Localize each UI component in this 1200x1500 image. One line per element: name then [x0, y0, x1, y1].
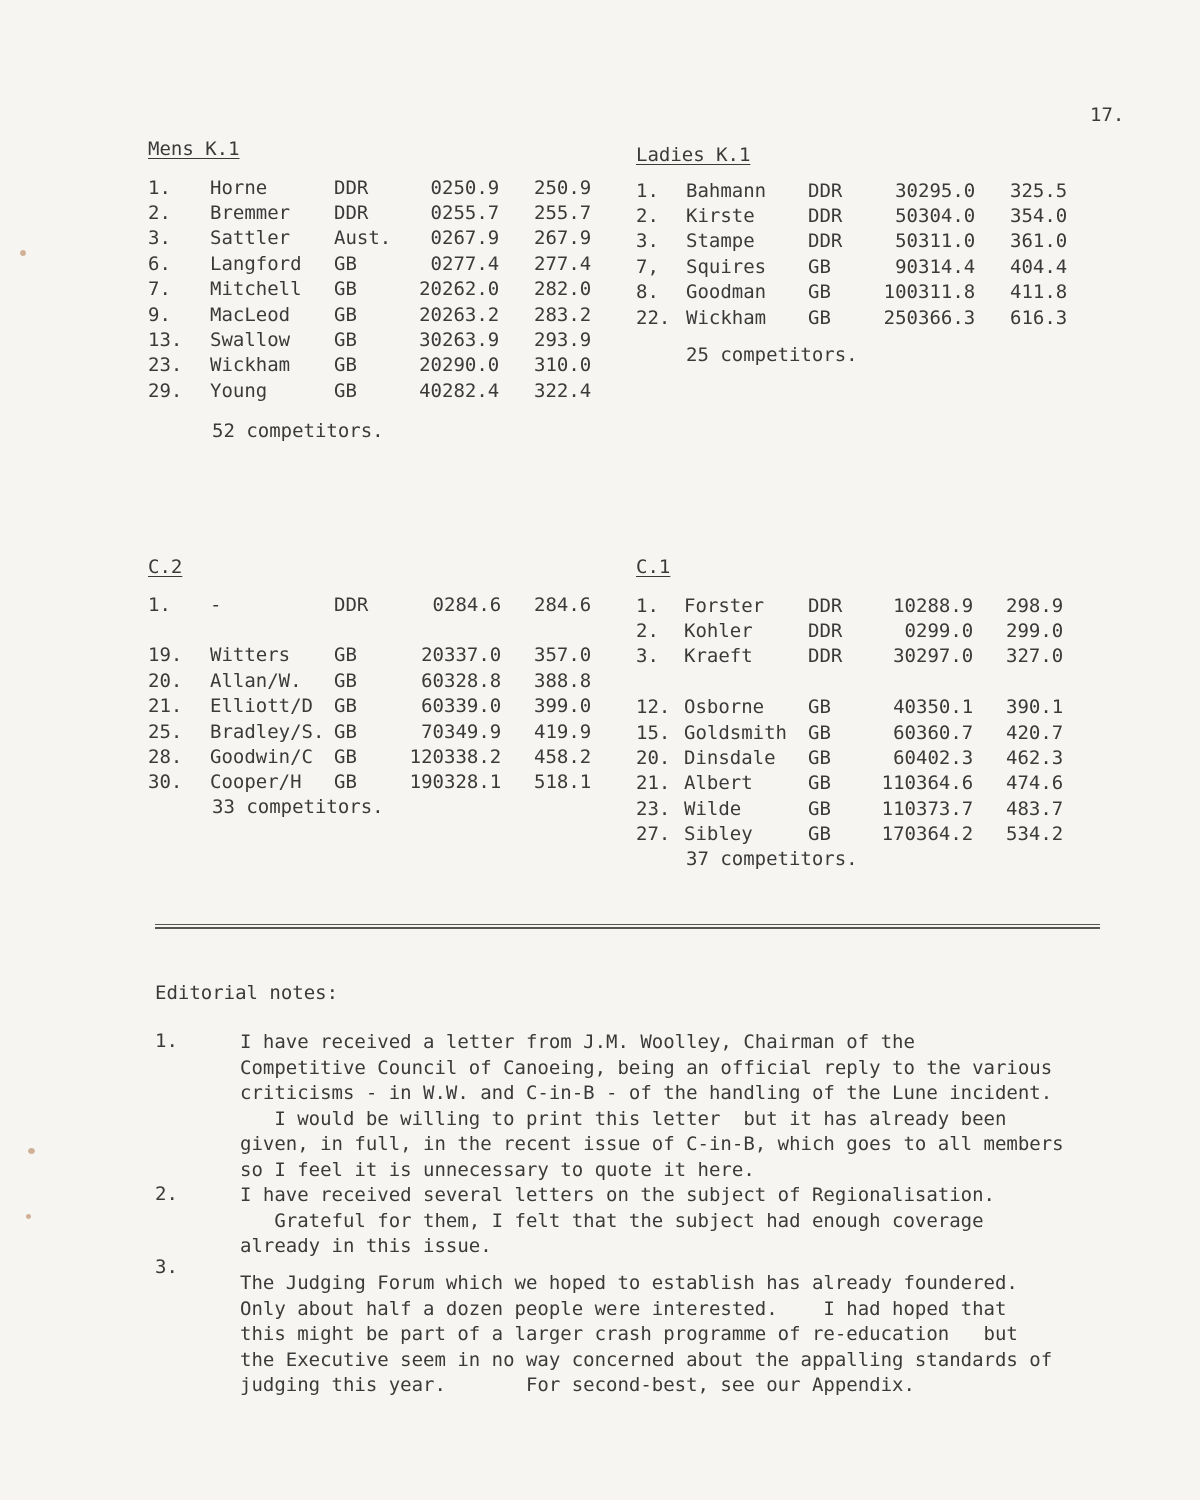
- result-place: 15.: [636, 721, 671, 744]
- result-name: Bradley/S.: [210, 720, 325, 743]
- result-penalty: 40: [893, 696, 916, 719]
- result-row: [636, 720, 1092, 745]
- result-time: 373.7: [916, 797, 974, 820]
- result-time: 299.0: [916, 620, 974, 643]
- result-time: 290.0: [442, 354, 500, 377]
- note-2-number: 2.: [155, 1183, 178, 1205]
- result-penalty: 100: [883, 281, 918, 304]
- note-2-text: I have received several letters on the subject of Regionalisation. Grateful for them, I felt that the subject had enough coverage already in this issue.: [240, 1184, 995, 1257]
- result-country: GB: [808, 772, 831, 795]
- result-total: 483.7: [1006, 797, 1064, 820]
- result-country: Aust.: [334, 227, 392, 250]
- result-name: Kraeft: [684, 645, 753, 668]
- result-total: 616.3: [1010, 306, 1068, 329]
- c1-title: C.1: [636, 556, 671, 578]
- result-place: 7.: [148, 278, 171, 301]
- result-place: 22.: [636, 306, 671, 329]
- result-penalty: 250: [883, 306, 918, 329]
- result-total: 298.9: [1006, 594, 1064, 617]
- result-country: GB: [334, 354, 357, 377]
- result-name: Swallow: [210, 329, 291, 352]
- result-time: 304.0: [918, 205, 976, 228]
- result-total: 388.8: [534, 669, 592, 692]
- result-penalty: 0: [904, 620, 916, 643]
- result-place: 2.: [636, 620, 659, 643]
- result-name: Goodman: [686, 281, 767, 304]
- result-time: 250.9: [442, 176, 500, 199]
- result-place: 8.: [636, 281, 659, 304]
- result-name: Dinsdale: [684, 747, 776, 770]
- result-row: [148, 719, 624, 744]
- result-country: GB: [334, 771, 357, 794]
- result-time: 297.0: [916, 645, 974, 668]
- result-time: 350.1: [916, 696, 974, 719]
- result-name: Goodwin/C: [210, 746, 313, 769]
- result-time: 366.3: [918, 306, 976, 329]
- mens-k1-competitors: 52 competitors.: [212, 420, 384, 442]
- result-row: [148, 744, 624, 769]
- result-total: 404.4: [1010, 255, 1068, 278]
- result-place: 13.: [148, 329, 183, 352]
- result-time: 262.0: [442, 278, 500, 301]
- result-time: 328.1: [444, 771, 502, 794]
- result-total: 277.4: [534, 252, 592, 275]
- note-3-text: The Judging Forum which we hoped to establish has already foundered. Only about half a dozen people were interested. I had hoped that this might be part of a larger crash programme of re-education but the Executive seem in no way concerned about the appalling standards of judging this year. For second-best, see our Appendix.: [240, 1272, 1053, 1396]
- result-place: 23.: [148, 354, 183, 377]
- result-penalty: 30: [895, 179, 918, 202]
- result-place: 1.: [148, 593, 171, 616]
- result-penalty: 0: [430, 227, 442, 250]
- result-time: 360.7: [916, 721, 974, 744]
- gap-cell: [636, 669, 1092, 694]
- result-country: GB: [334, 252, 357, 275]
- result-total: 357.0: [534, 644, 592, 667]
- result-penalty: 60: [421, 669, 444, 692]
- result-penalty: 0: [432, 593, 444, 616]
- result-country: GB: [334, 329, 357, 352]
- result-penalty: 10: [893, 594, 916, 617]
- result-place: 2.: [148, 202, 171, 225]
- result-name: Sibley: [684, 823, 753, 846]
- result-total: 462.3: [1006, 747, 1064, 770]
- note-1-number: 1.: [155, 1030, 178, 1052]
- result-country: GB: [808, 823, 831, 846]
- result-penalty: 90: [895, 255, 918, 278]
- result-row: [148, 592, 624, 617]
- result-row: [636, 229, 1096, 254]
- result-time: 311.8: [918, 281, 976, 304]
- result-time: 267.9: [442, 227, 500, 250]
- result-place: 20.: [148, 669, 183, 692]
- result-row: [148, 694, 624, 719]
- result-country: GB: [334, 278, 357, 301]
- result-place: 7,: [636, 255, 659, 278]
- result-time: 277.4: [442, 252, 500, 275]
- result-country: GB: [808, 696, 831, 719]
- result-place: 2.: [636, 205, 659, 228]
- result-name: Osborne: [684, 696, 765, 719]
- result-time: 263.2: [442, 303, 500, 326]
- result-total: 420.7: [1006, 721, 1064, 744]
- result-penalty: 50: [895, 230, 918, 253]
- result-country: DDR: [808, 645, 843, 668]
- result-row: [148, 378, 622, 403]
- result-total: 250.9: [534, 176, 592, 199]
- result-total: 399.0: [534, 695, 592, 718]
- result-name: Allan/W.: [210, 669, 302, 692]
- paper-spot: [28, 1148, 35, 1154]
- result-row: [636, 178, 1096, 203]
- result-penalty: 20: [419, 354, 442, 377]
- result-country: DDR: [334, 176, 369, 199]
- result-name: Langford: [210, 252, 302, 275]
- result-place: 20.: [636, 747, 671, 770]
- result-name: Elliott/D: [210, 695, 313, 718]
- result-country: GB: [808, 281, 831, 304]
- result-place: 9.: [148, 303, 171, 326]
- result-name: Wickham: [686, 306, 767, 329]
- result-penalty: 70: [421, 720, 444, 743]
- c1-table: [636, 593, 1092, 847]
- result-place: 27.: [636, 823, 671, 846]
- result-total: 361.0: [1010, 230, 1068, 253]
- result-total: 282.0: [534, 278, 592, 301]
- result-penalty: 60: [421, 695, 444, 718]
- result-place: 3.: [636, 230, 659, 253]
- result-country: GB: [808, 797, 831, 820]
- result-row: [636, 745, 1092, 770]
- result-total: 284.6: [534, 593, 592, 616]
- result-name: Mitchell: [210, 278, 302, 301]
- result-place: 30.: [148, 771, 183, 794]
- result-name: Bahmann: [686, 179, 767, 202]
- result-name: Horne: [210, 176, 268, 199]
- result-name: Forster: [684, 594, 765, 617]
- editorial-heading: Editorial notes:: [155, 982, 339, 1004]
- result-name: Squires: [686, 255, 767, 278]
- ladies-k1-competitors: 25 competitors.: [686, 344, 858, 366]
- result-row: [636, 593, 1092, 618]
- result-name: MacLeod: [210, 303, 291, 326]
- result-row: [148, 226, 622, 251]
- result-total: 534.2: [1006, 823, 1064, 846]
- result-row: [636, 305, 1096, 330]
- result-time: 364.2: [916, 823, 974, 846]
- result-total: 419.9: [534, 720, 592, 743]
- result-place: 1.: [636, 594, 659, 617]
- result-time: 263.9: [442, 329, 500, 352]
- c2-competitors: 33 competitors.: [212, 796, 384, 818]
- result-time: 295.0: [918, 179, 976, 202]
- result-country: GB: [808, 747, 831, 770]
- result-time: 314.4: [918, 255, 976, 278]
- note-3-number: 3.: [155, 1256, 178, 1278]
- c2-table: [148, 592, 624, 795]
- result-name: Kirste: [686, 205, 755, 228]
- result-time: 338.2: [444, 746, 502, 769]
- result-country: GB: [808, 721, 831, 744]
- result-total: 458.2: [534, 746, 592, 769]
- result-name: Cooper/H: [210, 771, 302, 794]
- result-row: [148, 251, 622, 276]
- result-row: [148, 277, 622, 302]
- result-total: 474.6: [1006, 772, 1064, 795]
- result-name: Kohler: [684, 620, 753, 643]
- result-country: GB: [334, 379, 357, 402]
- result-place: 3.: [148, 227, 171, 250]
- result-penalty: 20: [421, 644, 444, 667]
- result-total: 354.0: [1010, 205, 1068, 228]
- result-time: 337.0: [444, 644, 502, 667]
- result-country: DDR: [808, 179, 843, 202]
- result-penalty: 50: [895, 205, 918, 228]
- result-time: 364.6: [916, 772, 974, 795]
- mens-k1-table: [148, 175, 622, 404]
- result-row: [148, 643, 624, 668]
- result-country: GB: [334, 303, 357, 326]
- ladies-k1-table: [636, 178, 1096, 330]
- result-row: [636, 771, 1092, 796]
- result-row: [148, 302, 622, 327]
- result-place: 21.: [636, 772, 671, 795]
- result-place: 12.: [636, 696, 671, 719]
- result-penalty: 120: [409, 746, 444, 769]
- result-row: [148, 770, 624, 795]
- result-country: DDR: [808, 620, 843, 643]
- row-gap: [636, 669, 1092, 694]
- page-number: 17.: [1090, 104, 1125, 126]
- result-place: 6.: [148, 252, 171, 275]
- result-penalty: 60: [893, 747, 916, 770]
- result-total: 325.5: [1010, 179, 1068, 202]
- result-name: Bremmer: [210, 202, 291, 225]
- c1-competitors: 37 competitors.: [686, 848, 858, 870]
- paper-spot: [26, 1214, 31, 1219]
- result-country: GB: [334, 746, 357, 769]
- result-place: 29.: [148, 379, 183, 402]
- result-penalty: 20: [419, 303, 442, 326]
- result-country: DDR: [334, 202, 369, 225]
- result-time: 349.9: [444, 720, 502, 743]
- result-total: 299.0: [1006, 620, 1064, 643]
- result-row: [636, 822, 1092, 847]
- result-country: DDR: [808, 205, 843, 228]
- result-row: [148, 175, 622, 200]
- result-row: [636, 695, 1092, 720]
- gap-cell: [148, 617, 624, 642]
- result-time: 402.3: [916, 747, 974, 770]
- result-place: 19.: [148, 644, 183, 667]
- paper-spot: [20, 250, 26, 256]
- result-name: Albert: [684, 772, 753, 795]
- result-row: [148, 200, 622, 225]
- row-gap: [148, 617, 624, 642]
- result-place: 23.: [636, 797, 671, 820]
- result-place: 1.: [636, 179, 659, 202]
- result-name: Stampe: [686, 230, 755, 253]
- result-total: 518.1: [534, 771, 592, 794]
- result-penalty: 0: [430, 176, 442, 199]
- result-penalty: 110: [881, 797, 916, 820]
- result-time: 288.9: [916, 594, 974, 617]
- result-penalty: 170: [881, 823, 916, 846]
- result-place: 25.: [148, 720, 183, 743]
- note-1-text: I have received a letter from J.M. Woolley, Chairman of the Competitive Council of Canoeing, being an official reply to the various criticisms - in W.W. and C-in-B - of the handling of the Lune incident. I would be willing to print this letter but it has already been given, in full, in the recent issue of C-in-B, which goes to all members so I feel it is unnecessary to quote it here.: [240, 1031, 1064, 1181]
- result-row: [636, 254, 1096, 279]
- result-name: Sattler: [210, 227, 291, 250]
- result-total: 293.9: [534, 329, 592, 352]
- result-penalty: 20: [419, 278, 442, 301]
- result-time: 328.8: [444, 669, 502, 692]
- result-name: Wickham: [210, 354, 291, 377]
- result-time: 284.6: [444, 593, 502, 616]
- result-row: [636, 618, 1092, 643]
- result-country: GB: [334, 669, 357, 692]
- result-total: 390.1: [1006, 696, 1064, 719]
- result-total: 322.4: [534, 379, 592, 402]
- result-name: Wilde: [684, 797, 742, 820]
- result-row: [636, 644, 1092, 669]
- result-penalty: 30: [419, 329, 442, 352]
- result-total: 327.0: [1006, 645, 1064, 668]
- ladies-k1-title: Ladies K.1: [636, 144, 751, 166]
- result-place: 1.: [148, 176, 171, 199]
- result-country: DDR: [808, 230, 843, 253]
- result-time: 339.0: [444, 695, 502, 718]
- result-row: [636, 796, 1092, 821]
- result-time: 282.4: [442, 379, 500, 402]
- result-penalty: 30: [893, 645, 916, 668]
- result-row: [148, 353, 622, 378]
- mens-k1-title: Mens K.1: [148, 138, 240, 160]
- result-name: Goldsmith: [684, 721, 787, 744]
- result-country: DDR: [334, 593, 369, 616]
- result-name: Witters: [210, 644, 291, 667]
- result-country: DDR: [808, 594, 843, 617]
- result-row: [148, 668, 624, 693]
- result-total: 411.8: [1010, 281, 1068, 304]
- result-place: 21.: [148, 695, 183, 718]
- result-penalty: 0: [430, 202, 442, 225]
- result-penalty: 0: [430, 252, 442, 275]
- c2-title: C.2: [148, 556, 183, 578]
- result-penalty: 110: [881, 772, 916, 795]
- result-name: -: [210, 593, 222, 616]
- result-country: GB: [334, 720, 357, 743]
- result-country: GB: [334, 644, 357, 667]
- result-country: GB: [334, 695, 357, 718]
- result-time: 311.0: [918, 230, 976, 253]
- result-place: 28.: [148, 746, 183, 769]
- separator-rule: [155, 922, 1100, 932]
- result-penalty: 40: [419, 379, 442, 402]
- result-row: [636, 203, 1096, 228]
- result-row: [148, 327, 622, 352]
- result-time: 255.7: [442, 202, 500, 225]
- result-total: 310.0: [534, 354, 592, 377]
- result-country: GB: [808, 306, 831, 329]
- result-name: Young: [210, 379, 268, 402]
- result-penalty: 190: [409, 771, 444, 794]
- result-place: 3.: [636, 645, 659, 668]
- result-row: [636, 280, 1096, 305]
- result-total: 267.9: [534, 227, 592, 250]
- result-country: GB: [808, 255, 831, 278]
- result-penalty: 60: [893, 721, 916, 744]
- result-total: 283.2: [534, 303, 592, 326]
- result-total: 255.7: [534, 202, 592, 225]
